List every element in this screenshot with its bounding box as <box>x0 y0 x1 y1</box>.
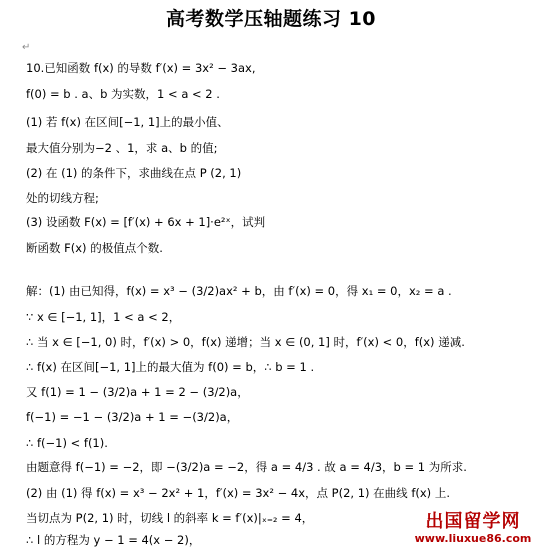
text-line <box>26 140 217 156</box>
text-line-content: ∴ l 的方程为 y − 1 = 4(x − 2)， <box>26 533 201 547</box>
text-line <box>26 459 467 475</box>
watermark-url: www.liuxue86.com <box>414 532 532 545</box>
text-line-content: 最大值分别为−2 、1，求 a、b 的值; <box>26 141 218 155</box>
text-line <box>26 114 229 130</box>
text-line <box>26 214 265 230</box>
text-line <box>26 309 180 325</box>
text-line <box>26 435 108 451</box>
text-line-content: (2) 在 (1) 的条件下，求曲线在点 P (2, 1) <box>26 166 242 180</box>
text-line-content: f(0) = b . a、b 为实数，1 < a < 2 . <box>26 87 220 101</box>
text-line <box>26 334 465 350</box>
text-line-content: ∴ 当 x ∈ [−1, 0) 时，f′(x) > 0，f(x) 递增；当 x ∈ (0, 1] 时，f′(x) < 0，f(x) 递减. <box>26 335 465 349</box>
text-line-content: ∴ f(−1) < f(1). <box>26 436 108 450</box>
text-line-content: 10.已知函数 f(x) 的导数 f′(x) = 3x² − 3ax, <box>26 61 256 75</box>
text-line-content: 处的切线方程; <box>26 191 99 205</box>
text-line <box>26 86 220 102</box>
text-line <box>26 532 200 548</box>
paragraph-mark-icon: ↵ <box>22 42 31 53</box>
text-line <box>26 510 313 526</box>
text-line <box>26 165 241 181</box>
text-line-content: (2) 由 (1) 得 f(x) = x³ − 2x² + 1，f′(x) = 3x² − 4x，点 P(2, 1) 在曲线 f(x) 上. <box>26 486 450 500</box>
text-line-content: 又 f(1) = 1 − (3/2)a + 1 = 2 − (3/2)a， <box>26 385 249 399</box>
text-line <box>26 60 255 76</box>
text-line <box>26 409 238 425</box>
text-line <box>26 384 249 400</box>
text-line-content: 由题意得 f(−1) = −2，即 −(3/2)a = −2，得 a = 4/3 . 故 a = 4/3，b = 1 为所求. <box>26 460 467 474</box>
text-line <box>26 240 163 256</box>
text-line-content: 解：(1) 由已知得，f(x) = x³ − (3/2)ax² + b，由 f′(x) = 0，得 x₁ = 0，x₂ = a . <box>26 284 452 298</box>
text-line-content: 断函数 F(x) 的极值点个数. <box>26 241 163 255</box>
text-line <box>26 190 99 206</box>
text-line-content: (1) 若 f(x) 在区间[−1, 1]上的最小值、 <box>26 115 229 129</box>
text-line-content: (3) 设函数 F(x) = [f′(x) + 6x + 1]·e²ˣ，试判 <box>26 215 266 229</box>
watermark-name: 出国留学网 <box>425 511 521 532</box>
text-line <box>26 485 450 501</box>
text-line-content: ∵ x ∈ [−1, 1]，1 < a < 2， <box>26 310 181 324</box>
text-line <box>26 283 452 299</box>
text-line-content: 当切点为 P(2, 1) 时，切线 l 的斜率 k = f′(x)|ₓ₌₂ = 4， <box>26 511 314 525</box>
page-title: 高考数学压轴题练习 10 <box>165 8 377 30</box>
text-line-content: ∴ f(x) 在区间[−1, 1]上的最大值为 f(0) = b，∴ b = 1 . <box>26 360 315 374</box>
watermark-logo <box>408 512 538 546</box>
text-line <box>26 359 314 375</box>
text-line-content: f(−1) = −1 − (3/2)a + 1 = −(3/2)a， <box>26 410 239 424</box>
